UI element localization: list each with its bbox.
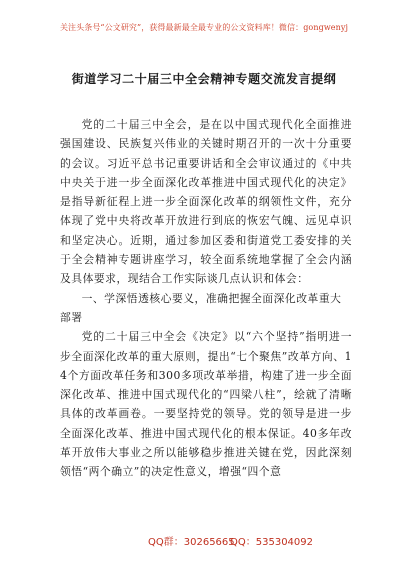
section-heading: 一、学深悟透核心要义，准确把握全面深化改革重大部署	[60, 291, 342, 324]
document-title: 街道学习二十届三中全会精神专题交流发言提纲	[71, 72, 337, 86]
header-banner: 关注头条号“公文研究”，获得最新最全最专业的公文资料库！微信：gongwenyj	[59, 23, 349, 32]
footer-qq-number: QQ：535304092	[230, 537, 314, 548]
paragraph-intro: 党的二十届三中全会，是在以中国式现代化全面推进强国建设、民族复兴伟业的关键时期召开的一次十分重要的会议。习近平总书记重要讲话和全会审议通过的《中共中央关于进一步全面深化改革推进中国式现代化的决定》是指导新征程上进一步全面深化改革的纲领性文件，充分体现了党中央将改革开放进行到底的恢宏气魄、远见卓识和坚定决心。近期，通过参加区委和街道党工委安排的关于全会精神专题讲座学习，较全面系统地掌握了全会内涵及具体要求，现结合工作实际谈几点认识和体会：	[60, 118, 352, 286]
footer-qq-group: QQ群：30265665	[148, 537, 235, 548]
document-body	[60, 115, 352, 482]
paragraph-section-body: 党的二十届三中全会《决定》以“六个坚持”指明进一步全面深化改革的重大原则，提出“七个聚焦”改革方向、14个方面改革任务和300多项改革举措，构建了进一步全面深化改革、推进中国式现代化的“四梁八柱”，绘就了清晰具体的改革画卷。一要坚持党的领导。党的领导是进一步全面深化改革、推进中国式现代化的根本保证。40多年改革开放伟大事业之所以能够稳步推进关键在党，因此深刻领悟“两个确立”的决定性意义，增强“四个意	[60, 330, 352, 479]
